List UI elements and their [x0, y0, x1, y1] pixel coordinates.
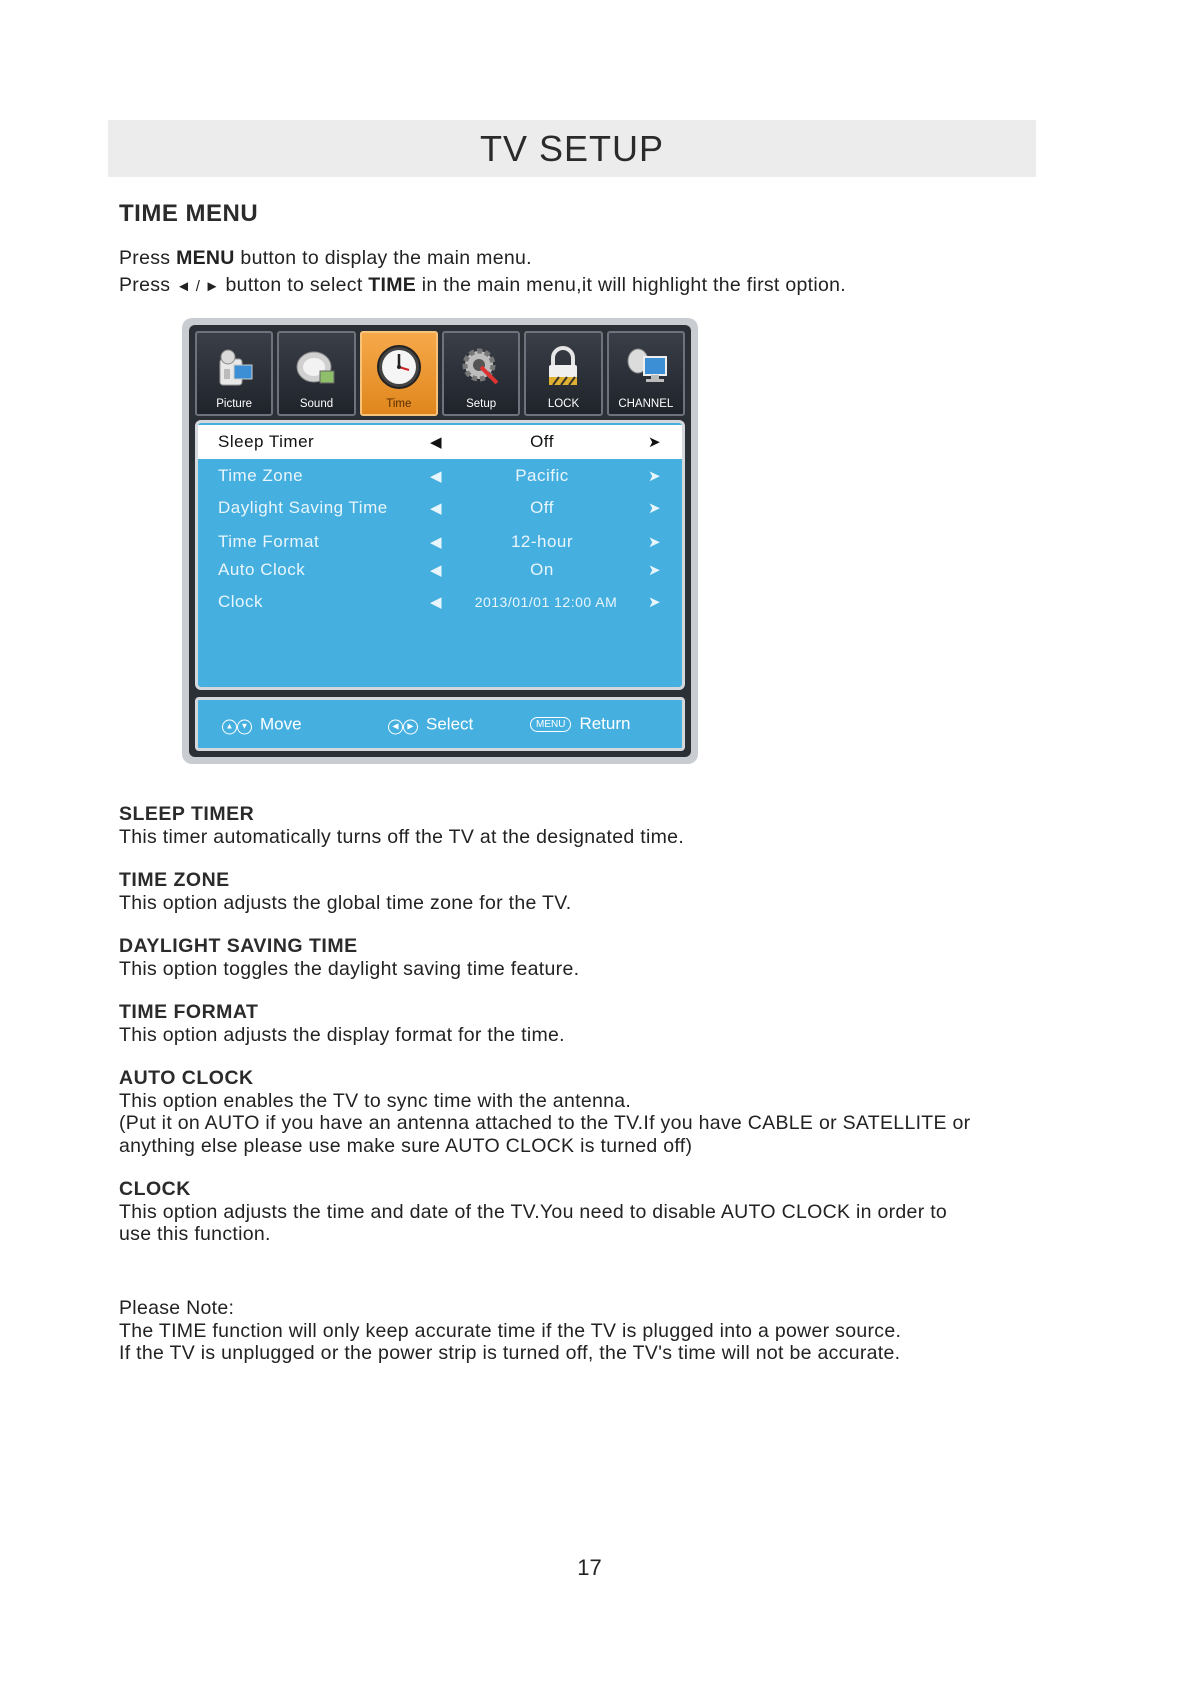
intro-line-2: Press ◄ / ► button to select TIME in the main menu,it will highlight the first option.	[119, 274, 847, 296]
footer-select: ◀ ▶ Select	[388, 714, 473, 735]
desc-line: This option adjusts the global time zone for the TV.	[119, 891, 572, 914]
arrow-left-icon[interactable]: ◀	[430, 434, 442, 451]
desc-line: (Put it on AUTO if you have an antenna attached to the TV.If you have CABLE or SATELLITE or	[119, 1112, 971, 1134]
section-title: TIME MENU	[119, 200, 259, 227]
arrow-left-icon[interactable]: ◀	[430, 594, 442, 611]
tab-setup[interactable]	[442, 331, 520, 416]
tab-channel[interactable]	[607, 331, 685, 416]
desc-time-format	[119, 1001, 1039, 1046]
intro-line-1: Press MENU button to display the main menu.	[119, 247, 532, 269]
time-menu-panel	[195, 420, 685, 690]
arrow-right-icon[interactable]: ➤	[648, 434, 661, 451]
desc-heading: TIME FORMAT	[119, 1001, 259, 1023]
tab-sound[interactable]	[277, 331, 355, 416]
menu-key-icon: MENU	[530, 717, 571, 732]
desc-heading: DAYLIGHT SAVING TIME	[119, 935, 358, 957]
desc-line: This option adjusts the display format for the time.	[119, 1023, 565, 1046]
tab-label: Time	[386, 398, 412, 410]
gear-icon	[457, 343, 505, 391]
arrow-right-icon[interactable]: ➤	[648, 500, 661, 517]
menu-footer-bar	[195, 697, 685, 751]
desc-line: This option enables the TV to sync time with the antenna.	[119, 1089, 632, 1112]
menu-row-daylight-saving-time[interactable]: Daylight Saving Time ◀ Off ➤	[218, 498, 661, 517]
menu-tabs	[195, 331, 685, 416]
desc-line: use this function.	[119, 1223, 271, 1245]
arrow-right-icon[interactable]: ➤	[648, 594, 661, 611]
desc-heading: AUTO CLOCK	[119, 1067, 254, 1089]
desc-time-zone	[119, 869, 1039, 914]
note-line: If the TV is unplugged or the power strip is turned off, the TV's time will not be accurate.	[119, 1342, 901, 1364]
page-title: TV SETUP	[479, 128, 665, 169]
tab-label: Picture	[216, 398, 253, 410]
desc-clock	[119, 1178, 1039, 1246]
menu-row-auto-clock[interactable]: Auto Clock ◀ On ➤	[218, 560, 661, 579]
tab-picture[interactable]	[195, 331, 273, 416]
tab-time[interactable]	[360, 331, 438, 416]
desc-daylight-saving-time	[119, 935, 1039, 980]
menu-row-time-format[interactable]: Time Format ◀ 12-hour ➤	[218, 532, 661, 551]
lock-icon	[539, 343, 587, 391]
footer-return: MENU Return	[530, 714, 630, 734]
note-title: Please Note:	[119, 1297, 235, 1319]
desc-line: This option adjusts the time and date of the TV.You need to disable AUTO CLOCK in order to	[119, 1200, 948, 1223]
tab-label: Setup	[466, 398, 497, 410]
desc-auto-clock	[119, 1067, 1039, 1157]
camera-icon	[210, 343, 258, 391]
menu-row-sleep-timer[interactable]: Sleep Timer ◀ Off ➤	[198, 425, 682, 459]
page-number: 17	[577, 1555, 602, 1580]
arrow-left-icon[interactable]: ◀	[430, 534, 442, 551]
desc-heading: CLOCK	[119, 1178, 191, 1200]
satellite-icon	[622, 343, 670, 391]
footer-move: ▲ ▼ Move	[222, 714, 302, 735]
tab-lock[interactable]	[524, 331, 602, 416]
arrow-right-icon[interactable]: ➤	[648, 534, 661, 551]
desc-line: This option toggles the daylight saving time feature.	[119, 957, 580, 980]
arrow-left-icon[interactable]: ◀	[430, 468, 442, 485]
desc-heading: TIME ZONE	[119, 869, 230, 891]
arrow-right-icon[interactable]: ➤	[648, 562, 661, 579]
arrow-right-icon[interactable]: ➤	[648, 468, 661, 485]
header-band	[108, 120, 1036, 177]
menu-row-clock[interactable]: Clock ◀ 2013/01/01 12:00 AM ➤	[218, 592, 661, 611]
up-down-icon: ▲ ▼	[222, 714, 252, 735]
speaker-icon	[292, 343, 340, 391]
desc-sleep-timer	[119, 803, 1039, 848]
left-right-arrows-icon: ◄ / ►	[176, 278, 220, 295]
arrow-left-icon[interactable]: ◀	[430, 562, 442, 579]
desc-line: anything else please use make sure AUTO CLOCK is turned off)	[119, 1134, 693, 1157]
left-right-icon: ◀ ▶	[388, 714, 418, 735]
intro-text	[119, 245, 846, 300]
please-note	[119, 1297, 901, 1365]
tab-label: Sound	[299, 398, 334, 410]
tv-menu-screenshot	[182, 318, 698, 764]
tab-label: CHANNEL	[618, 398, 674, 410]
menu-row-time-zone[interactable]: Time Zone ◀ Pacific ➤	[218, 466, 661, 485]
arrow-left-icon[interactable]: ◀	[430, 500, 442, 517]
tv-menu-frame	[189, 325, 691, 757]
desc-heading: SLEEP TIMER	[119, 803, 255, 825]
tab-label: LOCK	[547, 398, 580, 410]
desc-line: This timer automatically turns off the TV at the designated time.	[119, 825, 685, 848]
note-line: The TIME function will only keep accurate time if the TV is plugged into a power source.	[119, 1319, 902, 1342]
clock-icon	[375, 343, 423, 391]
